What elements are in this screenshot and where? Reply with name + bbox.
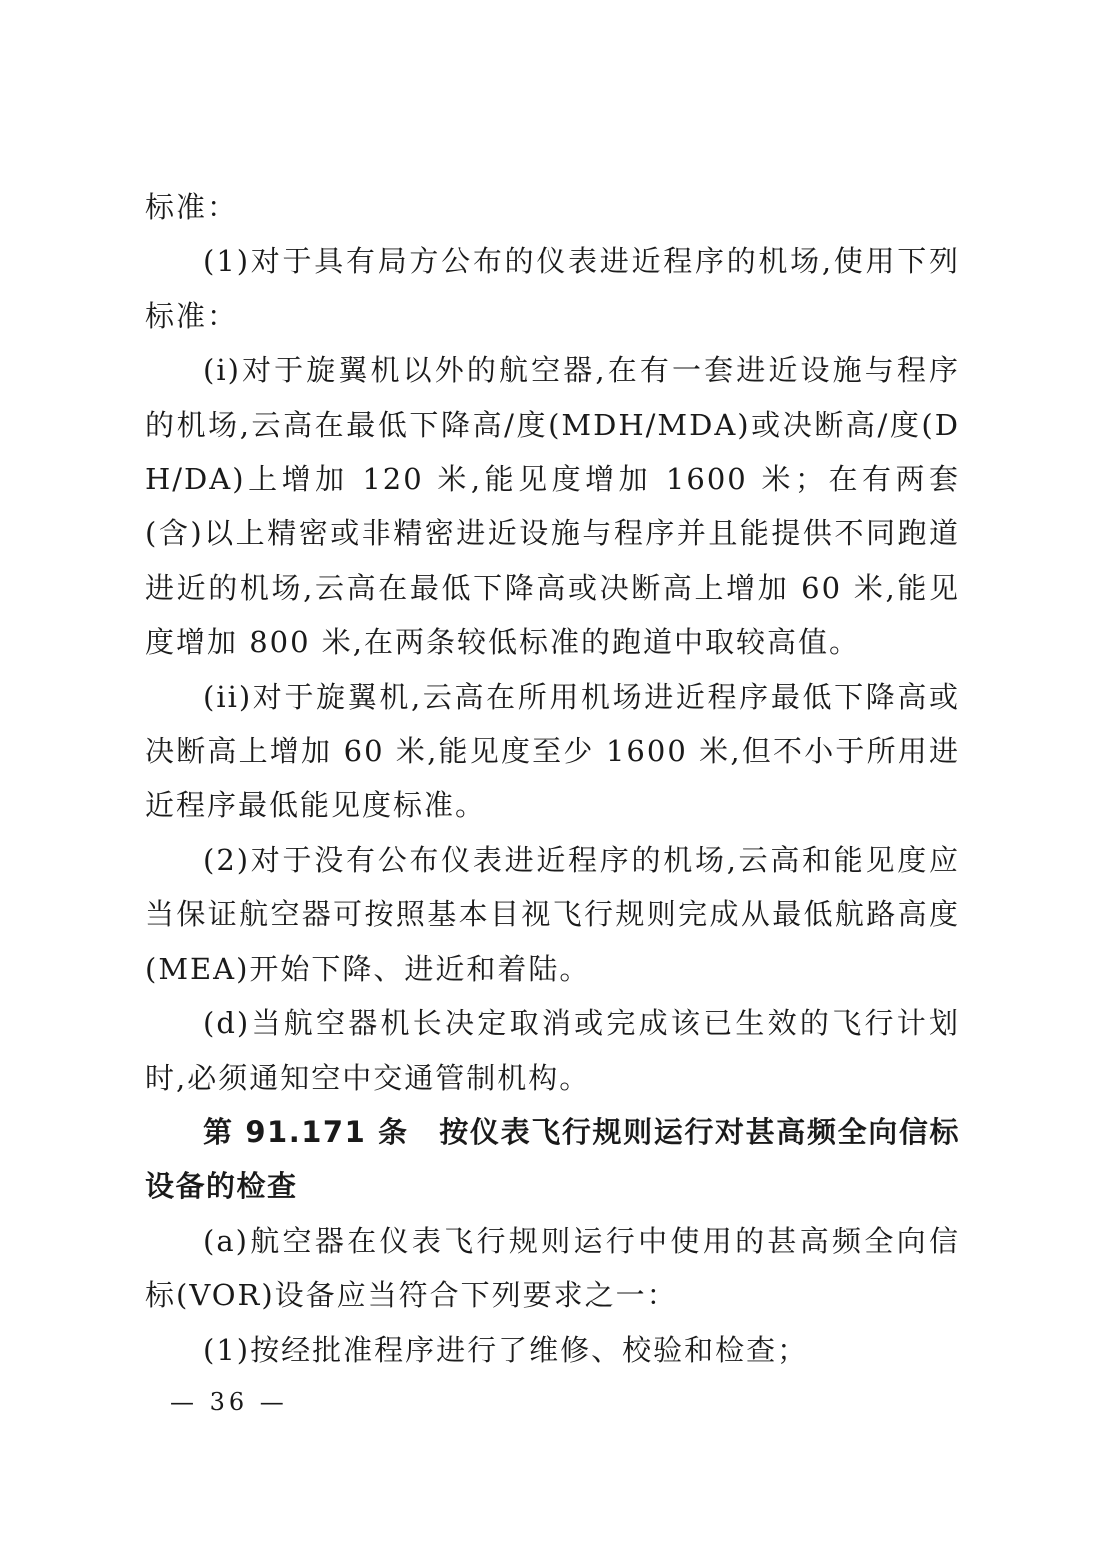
paragraph-item-i: (i)对于旋翼机以外的航空器,在有一套进近设施与程序的机场,云高在最低下降高/度(MDH/MDA)或决断高/度(DH/DA)上增加 120 米,能见度增加 1600 米；在有两套(含)以上精密或非精密进近设施与程序并且能提供不同跑道进近的机场,云高在最低下降高或决断高上增加 60 米,能见度增加 800 米,在两条较低标准的跑道中取较高值。 <box>145 353 960 660</box>
paragraph-item-a-1: (1)按经批准程序进行了维修、校验和检查； <box>203 1332 809 1367</box>
paragraph-item-2: (2)对于没有公布仪表进近程序的机场,云高和能见度应当保证航空器可按照基本目视飞行规则完成从最低航路高度(MEA)开始下降、进近和着陆。 <box>145 842 960 986</box>
paragraph-item-ii: (ii)对于旋翼机,云高在所用机场进近程序最低下降高或决断高上增加 60 米,能见度至少 1600 米,但不小于所用进近程序最低能见度标准。 <box>145 679 960 823</box>
paragraph-item-d: (d)当航空器机长决定取消或完成该已生效的飞行计划时,必须通知空中交通管制机构。 <box>145 1006 960 1095</box>
paragraph-item-a: (a)航空器在仪表飞行规则运行中使用的甚高频全向信标(VOR)设备应当符合下列要求之一： <box>145 1223 960 1313</box>
page-number: — 36 — <box>170 1388 288 1416</box>
body-text <box>145 180 960 1377</box>
paragraph-item-1: (1)对于具有局方公布的仪表进近程序的机场,使用下列标准： <box>145 244 960 333</box>
paragraph-continuation: 标准： <box>145 190 239 224</box>
section-heading: 第 91.171 条 按仪表飞行规则运行对甚高频全向信标设备的检查 <box>145 1114 960 1204</box>
